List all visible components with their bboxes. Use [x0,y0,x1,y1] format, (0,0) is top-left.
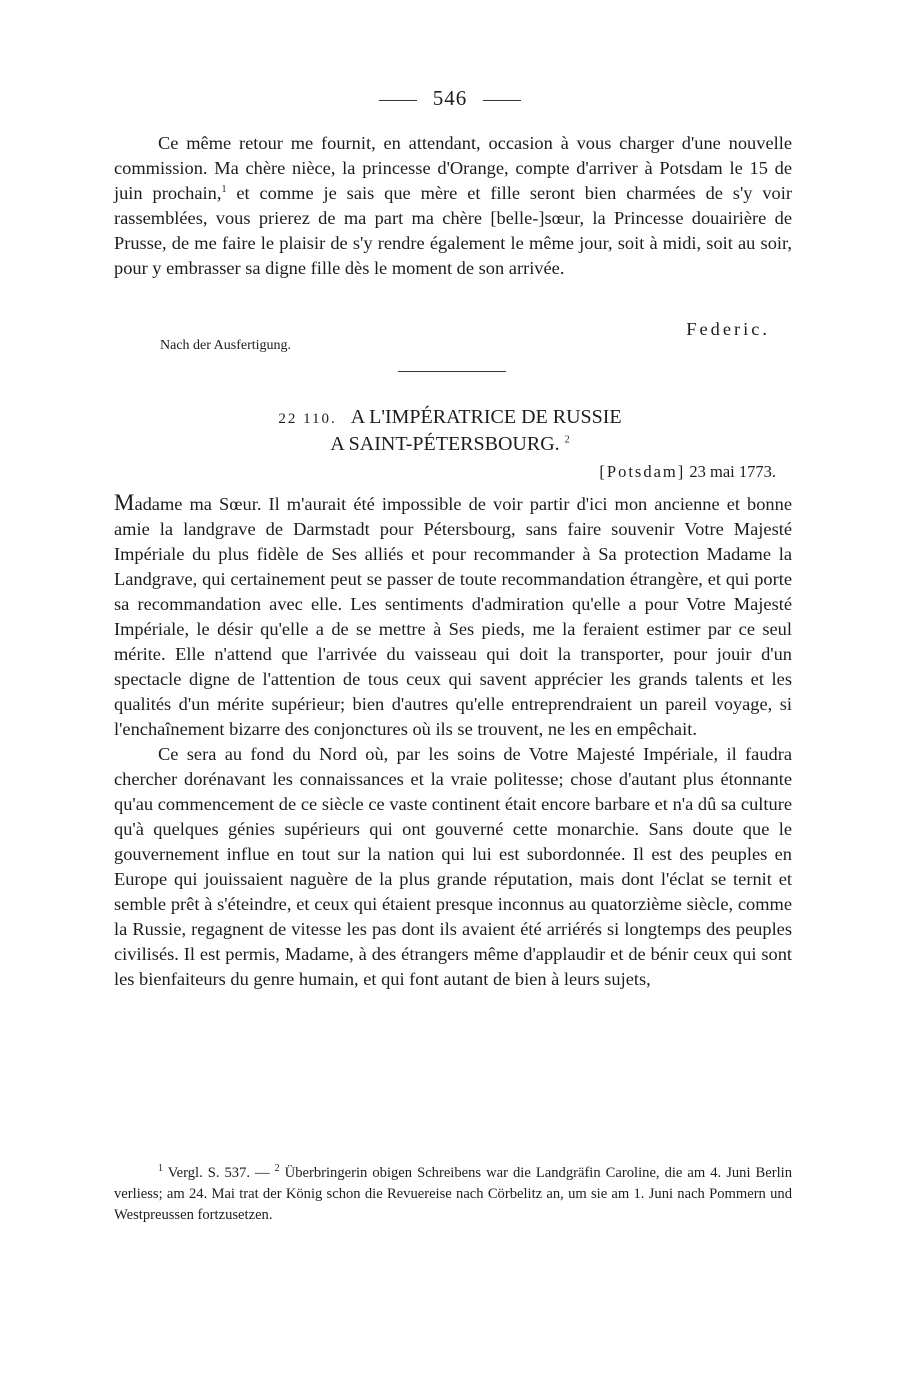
closing-paragraph: Ce même retour me fournit, en attendant, occasion à vous charger d'une nouvelle commission. Ma chère nièce, la princesse d'Orange, compte d'arriver à Potsdam le 15 de juin prochain,$^1$ et comme je sais que mère et fille seront bien charmées de s'y voir rassemblées, vous prierez de ma part ma chère [belle-]sœur, la Princesse douairière de Prusse, de me faire le plaisir de s'y rendre également le même jour, soit à midi, soit au soir, pour y embrasser sa digne fille dès le moment de son arrivée. [114,133,792,278]
footnote-1-text: Vergl. S. 537. — [163,1165,275,1181]
letter-place: [Potsdam] [599,462,686,481]
letter-heading [0,405,900,457]
letter-dateline [114,462,776,482]
letter-recipient: A L'IMPÉRATRICE DE RUSSIE [350,406,622,428]
page-header [0,86,900,111]
footnote-ref-2: 2 [564,434,570,446]
letter-paragraph-1: Madame ma Sœur. Il m'aurait été impossible de voir partir d'ici mon ancienne et bonne amie la landgrave de Darmstadt pour Pétersbourg, sans faire souvenir Votre Majesté Impériale du plus fidèle de Ses alliés et pour recommander à Sa protection Madame la Landgrave, qui certainement peut se passer de toute recommandation étrangère, et qui porte sa recommandation avec elle. Les sentiments d'admiration qu'elle a pour Votre Majesté Impériale, le désir qu'elle a de se mettre à Ses pieds, me la feraient estimer par ce seul mérite. Elle n'attend que l'arrivée du vaisseau qui doit la transporter, pour jouir d'un spectacle digne de l'attention de tous ceux qui savent apprécier les grands talents et les qualités d'un mérite supérieur; bien d'autres qu'elle entreprendraient un pareil voyage, si l'enchaînement bizarre des conjonctures où ils se trouvent, ne les en empêchait. [114,490,792,739]
letter-date: 23 mai 1773. [689,462,776,481]
footnote-1-marker: 1 [158,1163,163,1175]
header-dash-right [483,100,521,101]
letter-paragraph-2: Ce sera au fond du Nord où, par les soins de Votre Majesté Impériale, il faudra chercher dorénavant les connaissances et la vraie politesse; chose d'autant plus étonnante qu'au commencement de ce siècle ce vaste continent était encore barbare et n'a dû sa culture qu'à quelques génies supérieurs qui ont gouverné cette monarchie. Sans doute que le gouvernement influe en tout sur la nation qui lui est subordonnée. Il est des peuples en Europe qui jouissaient naguère de la plus grande réputation, mais dont l'éclat se ternit et semble prêt à s'éteindre, et ceux qui étaient presque inconnus au quatorzième siècle, comme la Russie, regagnent de vitesse les pas dont ils avaient été arriérés si longtemps des peuples civilisés. Il est permis, Madame, à des étrangers même d'applaudir et de bénir ceux qui sont les bienfaiteurs du genre humain, et qui font autant de bien à leurs sujets, [114,744,792,989]
letter-number: 22 110. [278,411,337,427]
signature: Federic. [686,319,770,339]
letter-heading-line2 [0,432,900,457]
footnote-ref-1: 1 [221,183,227,195]
footnote-block [114,1163,792,1226]
footnote-2-text: Überbringerin obigen Schreibens war die Landgräfin Caroline, die am 4. Juni Berlin verliess; am 24. Mai trat der König schon die Revuereise nach Cörbelitz an, um sie am 1. Juni nach Pommern und Westpreussen fortzusetzen. [114,1165,793,1223]
letter-heading-line1 [0,405,900,432]
section-divider [398,371,506,372]
letter-body [114,490,792,992]
source-note: Nach der Ausfertigung. [160,338,292,353]
page-number: 546 [432,86,468,110]
previous-letter-ending [114,131,792,281]
signature-row [114,319,792,362]
header-dash-left [379,100,417,101]
footnote-2-marker: 2 [274,1163,280,1175]
initial-letter: M [114,490,135,515]
footnotes [114,1163,792,1226]
letter-destination: A SAINT-PÉTERSBOURG. [330,433,560,455]
